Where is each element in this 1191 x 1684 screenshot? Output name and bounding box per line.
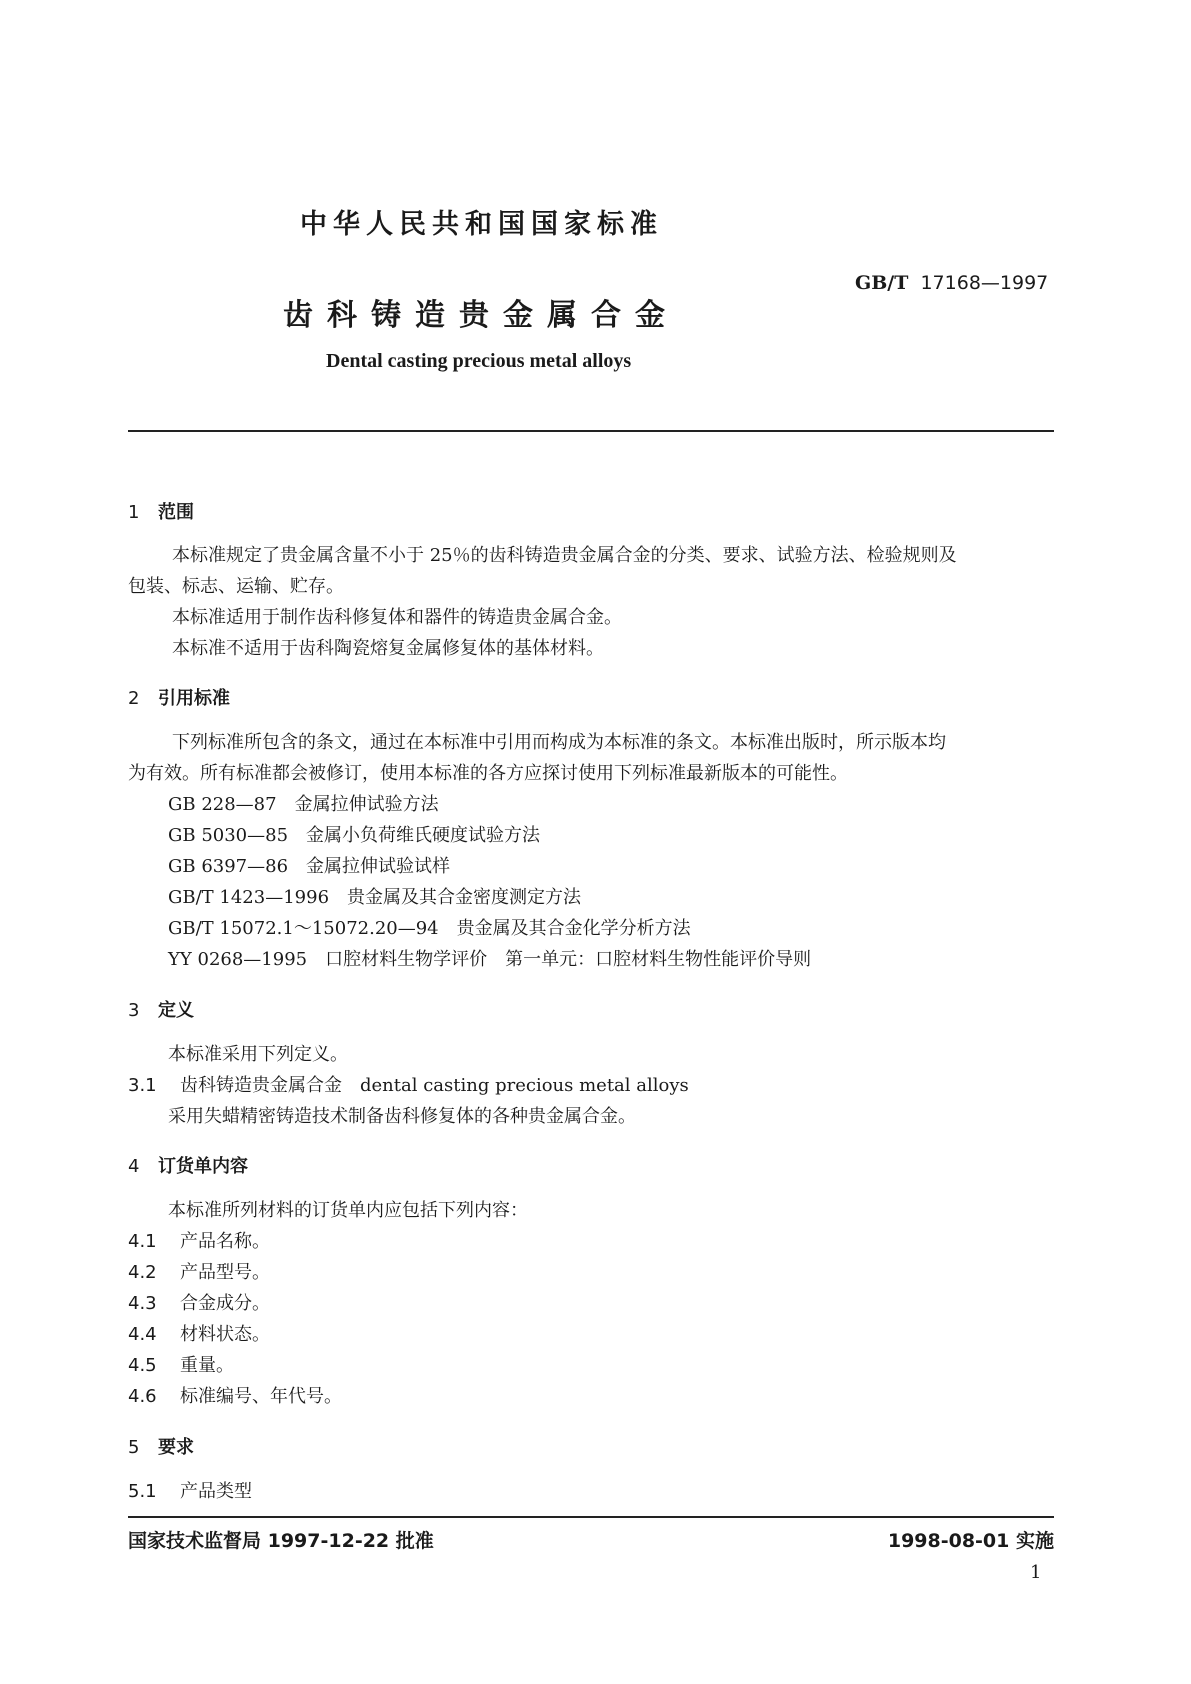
section-4-heading: 4 订货单内容 [128,1156,248,1177]
footer-divider [128,1516,1054,1518]
reference-item: GB 228—87 金属拉伸试验方法 [168,794,439,815]
section-1-paragraph-1b: 包装、标志、运输、贮存。 [128,576,344,597]
section-1-heading: 1 范围 [128,502,194,523]
reference-item: YY 0268—1995 口腔材料生物学评价 第一单元：口腔材料生物性能评价导则 [168,949,812,970]
definition-3-1: 3.1 齿科铸造贵金属合金 dental casting precious metal alloys [128,1075,689,1096]
section-3-paragraph-1: 本标准采用下列定义。 [168,1044,348,1065]
section-2-paragraph-1b: 为有效。所有标准都会被修订，使用本标准的各方应探讨使用下列标准最新版本的可能性。 [128,763,848,784]
effective-date: 1998-08-01 实施 [887,1530,1054,1552]
definition-term: 齿科铸造贵金属合金 dental casting precious metal alloys [180,1075,689,1096]
page-number: 1 [1030,1562,1042,1583]
document-title: 齿科铸造贵金属合金 [283,298,679,333]
section-4-paragraph-1: 本标准所列材料的订货单内应包括下列内容： [168,1200,528,1221]
section-1-paragraph-1a: 本标准规定了贵金属含量不小于 25％的齿科铸造贵金属合金的分类、要求、试验方法、检验规则及 [172,545,957,566]
section-5-heading: 5 要求 [128,1437,194,1458]
section-1-paragraph-3: 本标准不适用于齿科陶瓷熔复金属修复体的基体材料。 [172,638,604,659]
list-item: 4.4 材料状态。 [128,1324,270,1345]
list-item: 4.2 产品型号。 [128,1262,270,1283]
section-2-paragraph-1a: 下列标准所包含的条文，通过在本标准中引用而构成为本标准的条文。本标准出版时，所示版本均 [172,732,946,753]
list-item: 4.3 合金成分。 [128,1293,270,1314]
document-title-english: Dental casting precious metal alloys [326,350,632,372]
standard-number: 17168—1997 [920,272,1049,294]
section-3-heading: 3 定义 [128,1000,194,1021]
standard-prefix: GB/T [855,272,909,294]
list-item: 4.6 标准编号、年代号。 [128,1386,342,1407]
list-item: 4.5 重量。 [128,1355,234,1376]
definition-text: 采用失蜡精密铸造技术制备齿科修复体的各种贵金属合金。 [168,1106,636,1127]
subsection-5-1: 5.1 产品类型 [128,1481,252,1502]
approval-note: 国家技术监督局 1997-12-22 批准 [128,1530,434,1552]
issuing-organization: 中华人民共和国国家标准 [300,209,663,240]
section-2-heading: 2 引用标准 [128,688,230,709]
section-1-paragraph-2: 本标准适用于制作齿科修复体和器件的铸造贵金属合金。 [172,607,622,628]
reference-item: GB/T 15072.1～15072.20—94 贵金属及其合金化学分析方法 [168,918,691,939]
header-divider [128,430,1054,432]
reference-item: GB 6397—86 金属拉伸试验试样 [168,856,451,877]
reference-item: GB/T 1423—1996 贵金属及其合金密度测定方法 [168,887,582,908]
standard-code [855,272,1048,294]
list-item: 4.1 产品名称。 [128,1231,270,1252]
reference-item: GB 5030—85 金属小负荷维氏硬度试验方法 [168,825,541,846]
